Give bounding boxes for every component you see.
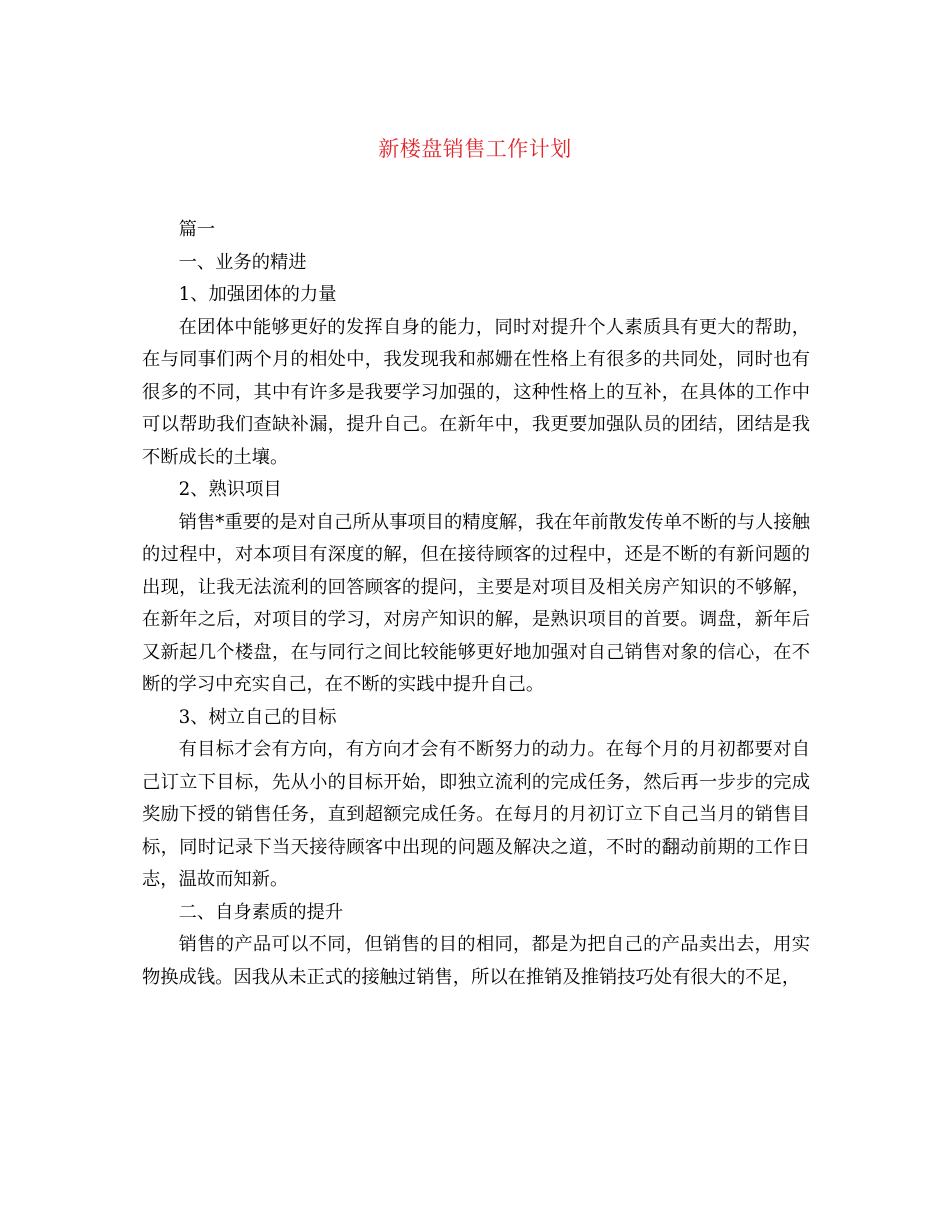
subsection-heading: 3、树立自己的目标 [178,706,337,728]
section-heading: 篇一 [178,219,216,240]
body-paragraph: 在团体中能够更好的发挥自身的能力，同时对提升个人素质具有更大的帮助，在与同事们两个月的相处中，我发现我和郝姗在性格上有很多的共同处，同时也有很多的不同，其中有许多是我要学习加强的，这种性格上的互补，在具体的工作中可以帮助我们查缺补漏，提升自己。在新年中，我更要加强队员的团结，团结是我不断成长的土壤。 [142,316,810,468]
section-heading: 二、自身素质的提升 [178,901,344,923]
body-paragraph: 有目标才会有方向，有方向才会有不断努力的动力。在每个月的月初都要对自己订立下目标，先从小的目标开始，即独立流利的完成任务，然后再一步步的完成奖励下授的销售任务，直到超额完成任务。在每月的月初订立下自己当月的销售目标，同时记录下当天接待顾客中出现的问题及解决之道，不时的翻动前期的工作日志，温故而知新。 [142,739,810,890]
document-title: 新楼盘销售工作计划 [378,137,572,161]
body-paragraph: 销售*重要的是对自己所从事项目的精度解，我在年前散发传单不断的与人接触的过程中，对本项目有深度的解，但在接待顾客的过程中，还是不断的有新问题的出现，让我无法流利的回答顾客的提问，主要是对项目及相关房产知识的不够解，在新年之后，对项目的学习，对房产知识的解，是熟识项目的首要。调盘，新年后又新起几个楼盘，在与同行之间比较能够更好地加强对自己销售对象的信心，在不断的学习中充实自己，在不断的实践中提升自己。 [142,511,810,695]
body-paragraph: 销售的产品可以不同，但销售的目的相同，都是为把自己的产品卖出去，用实物换成钱。因我从未正式的接触过销售，所以在推销及推销技巧处有很大的不足， [142,934,810,988]
subsection-heading: 2、熟识项目 [178,479,282,500]
subsection-heading: 1、加强团体的力量 [178,284,337,305]
section-heading: 一、业务的精进 [178,251,307,273]
document-body [142,214,810,994]
